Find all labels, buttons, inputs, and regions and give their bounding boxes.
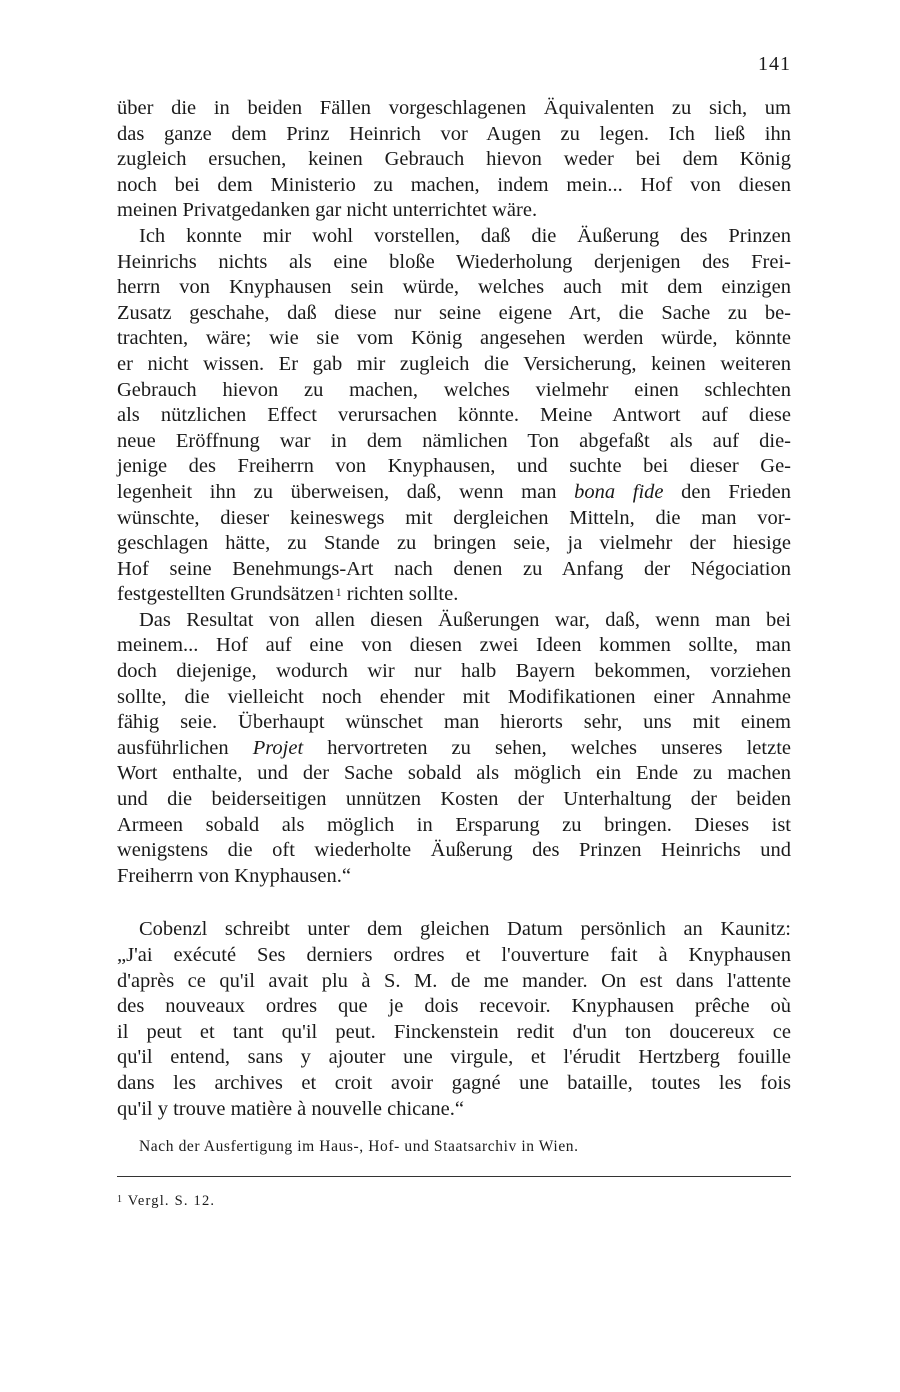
text-line: Heinrichs nichts als eine bloße Wiederholung derjenigen des Frei- (117, 250, 791, 273)
text-line: und die beiderseitigen unnützen Kosten der Unterhaltung der beiden (117, 788, 791, 811)
text-line: meinem... Hof auf eine von diesen zwei Ideen kommen sollte, man (117, 634, 791, 657)
text-line: zugleich ersuchen, keinen Gebrauch hievon weder bei dem König (117, 148, 791, 171)
text-line: qu'il entend, sans y ajouter une virgule, et l'érudit Hertzberg fouille (117, 1046, 791, 1069)
text-line: jenige des Freiherrn von Knyphausen, und suchte bei dieser Ge- (117, 455, 791, 478)
text-line (117, 480, 791, 506)
text-line: des nouveaux ordres que je dois recevoir. Knyphausen prêche où (117, 995, 791, 1018)
paragraph-gap (117, 889, 791, 917)
text-line: trachten, wäre; wie sie vom König angesehen werden würde, könnte (117, 327, 791, 350)
footnote-text: Vergl. S. 12. (127, 1193, 216, 1210)
paragraph-4 (117, 917, 791, 1122)
text-line: qu'il y trouve matière à nouvelle chicane.“ (117, 1097, 464, 1120)
text-line: d'après ce qu'il avait plu à S. M. de me mander. On est dans l'attente (117, 969, 791, 992)
italic-phrase: bona fide (574, 480, 664, 503)
source-note: Nach der Ausfertigung im Haus-, Hof- und Staatsarchiv in Wien. (139, 1138, 579, 1156)
text-line: geschlagen hätte, zu Stande zu bringen seie, ja vielmehr der hiesige (117, 532, 791, 555)
text-line: Ich konnte mir wohl vorstellen, daß die Äußerung des Prinzen (139, 224, 791, 247)
text-line: herrn von Knyphausen sein würde, welches auch mit dem einzigen (117, 276, 791, 299)
text-line: Cobenzl schreibt unter dem gleichen Datum persönlich an Kaunitz: (139, 918, 791, 941)
text-line: meinen Privatgedanken gar nicht unterrichtet wäre. (117, 199, 538, 222)
text-line: über die in beiden Fällen vorgeschlagenen Äquivalenten zu sich, um (117, 97, 791, 119)
text-span: den Frieden (681, 480, 792, 503)
text-line: er nicht wissen. Er gab mir zugleich die Versicherung, keinen weiteren (117, 352, 791, 375)
text-line: doch diejenige, wodurch wir nur halb Bayern bekommen, vorziehen (117, 660, 791, 683)
footnote-reference: 1 (335, 585, 342, 600)
text-line: dans les archives et croit avoir gagné une bataille, toutes les fois (117, 1071, 791, 1094)
text-span: ausführlichen (117, 736, 229, 759)
text-line: neue Eröffnung war in dem nämlichen Ton abgefaßt als auf die- (117, 429, 791, 452)
text-line: wenigstens die oft wiederholte Äußerung des Prinzen Heinrichs und (117, 839, 791, 862)
text-span: festgestellten Grundsätzen (117, 583, 334, 606)
document-page (117, 50, 791, 1211)
text-line: als nützlichen Effect verursachen könnte. Meine Antwort auf diese (117, 404, 791, 427)
text-line: Armeen sobald als möglich in Ersparung zu bringen. Dieses ist (117, 813, 791, 836)
text-line: noch bei dem Ministerio zu machen, indem mein... Hof von diesen (117, 173, 791, 196)
text-line: Gebrauch hievon zu machen, welches vielmehr einen schlechten (117, 378, 791, 401)
text-line: Zusatz geschahe, daß diese nur seine eigene Art, die Sache zu be- (117, 301, 791, 324)
text-line: das ganze dem Prinz Heinrich vor Augen zu legen. Ich ließ ihn (117, 122, 791, 145)
text-span: hervortreten zu sehen, welches unseres letzte (327, 736, 791, 759)
italic-phrase: Projet (252, 736, 304, 759)
footnote (117, 1191, 791, 1211)
text-line (117, 736, 791, 762)
text-line: Hof seine Benehmungs-Art nach denen zu Anfang der Négociation (117, 557, 791, 580)
paragraph-3 (117, 608, 791, 890)
text-line: Wort enthalte, und der Sache sobald als möglich ein Ende zu machen (117, 762, 791, 785)
text-line: Das Resultat von allen diesen Äußerungen war, daß, wenn man bei (139, 608, 791, 631)
footnote-marker: 1 (117, 1194, 124, 1206)
text-line: Freiherrn von Knyphausen.“ (117, 864, 351, 887)
text-line: fähig seie. Überhaupt wünschet man hierorts sehr, uns mit einem (117, 711, 791, 734)
text-line: sollte, die vielleicht noch ehender mit Modifikationen einer Annahme (117, 685, 791, 708)
text-span: legenheit ihn zu überweisen, daß, wenn man (117, 480, 557, 503)
footnote-divider (117, 1176, 791, 1177)
text-span: richten sollte. (346, 583, 459, 606)
text-line (117, 582, 791, 608)
text-line: il peut et tant qu'il peut. Finckenstein redit d'un ton doucereux ce (117, 1020, 791, 1043)
text-line: wünschte, dieser keineswegs mit dergleichen Mitteln, die man vor- (117, 506, 791, 529)
paragraph-1 (117, 96, 791, 224)
page-number: 141 (758, 53, 791, 75)
text-line: „J'ai exécuté Ses derniers ordres et l'ouverture fait à Knyphausen (117, 944, 791, 966)
paragraph-2 (117, 224, 791, 608)
